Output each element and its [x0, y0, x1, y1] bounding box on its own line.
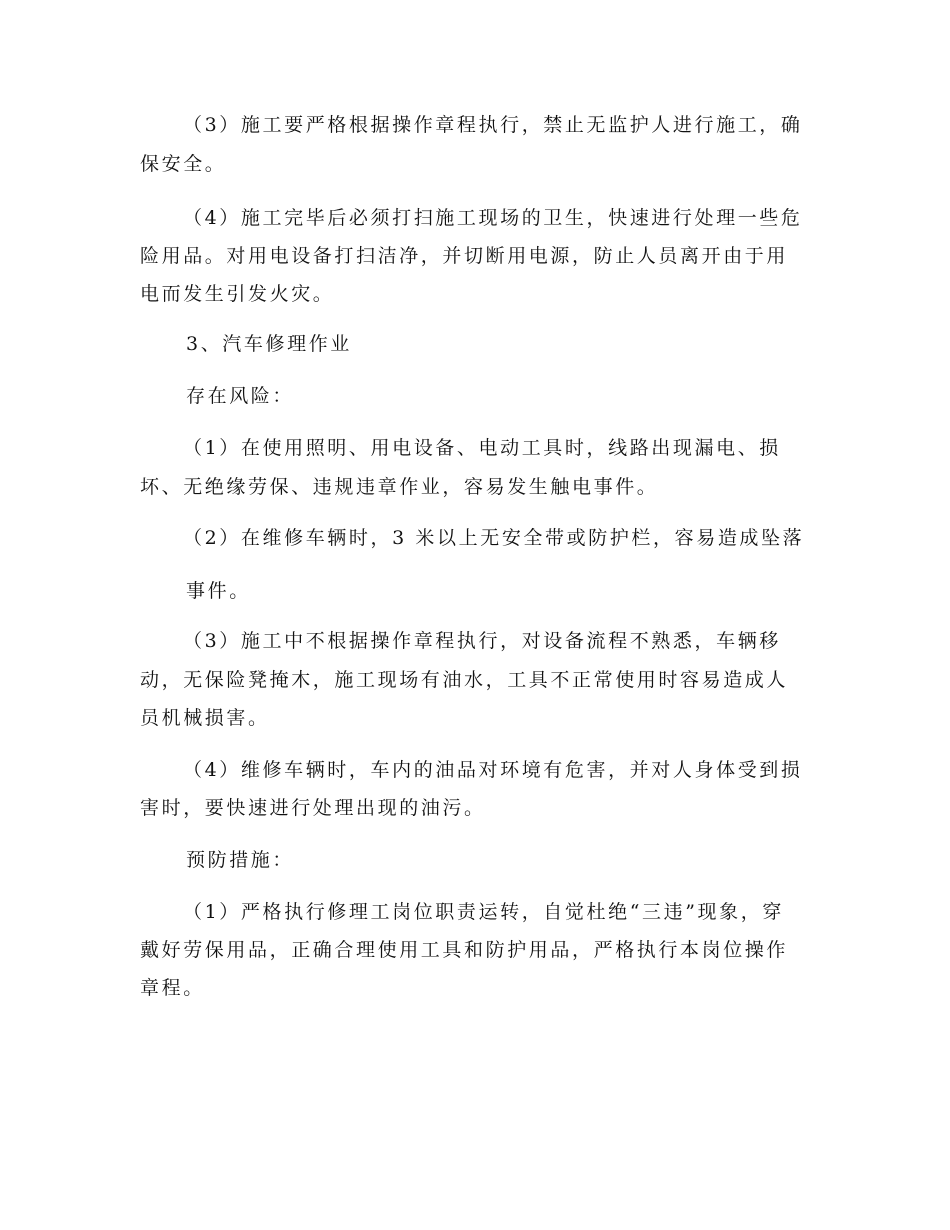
text-line: （3）施工要严格根据操作章程执行，禁止无监护人进行施工，确 [183, 114, 803, 136]
text-line: （4）施工完毕后必须打扫施工现场的卫生，快速进行处理一些危 [183, 207, 803, 229]
text-line: （1）在使用照明、用电设备、电动工具时，线路出现漏电、损 [183, 437, 781, 459]
subsection-heading: 预防措施： [186, 849, 295, 871]
text-line: （3）施工中不根据操作章程执行，对设备流程不熟悉，车辆移 [183, 630, 781, 652]
text-line: 电而发生引发火灾。 [140, 283, 335, 305]
text-line: 害时，要快速进行处理出现的油污。 [140, 797, 486, 819]
text-line: 保安全。 [140, 153, 227, 175]
text-line: 事件。 [186, 580, 251, 602]
text-line: 章程。 [140, 977, 205, 999]
section-heading: 3、汽车修理作业 [186, 333, 352, 355]
text-line: 动，无保险凳掩木，施工现场有油水，工具不正常使用时容易造成人 [140, 669, 789, 691]
text-line: 险用品。对用电设备打扫洁净，并切断用电源，防止人员离开由于用 [140, 245, 789, 267]
text-line: 员机械损害。 [140, 707, 270, 729]
text-line: （4）维修车辆时，车内的油品对环境有危害，并对人身体受到损 [183, 759, 803, 781]
text-line: 戴好劳保用品，正确合理使用工具和防护用品，严格执行本岗位操作 [140, 939, 789, 961]
text-line: （2）在维修车辆时，3 米以上无安全带或防护栏，容易造成坠落 [183, 527, 805, 549]
subsection-heading: 存在风险： [186, 385, 295, 407]
text-line: （1）严格执行修理工岗位职责运转，自觉杜绝“三违”现象，穿 [183, 901, 784, 923]
text-line: 坏、无绝缘劳保、违规违章作业，容易发生触电事件。 [140, 476, 659, 498]
